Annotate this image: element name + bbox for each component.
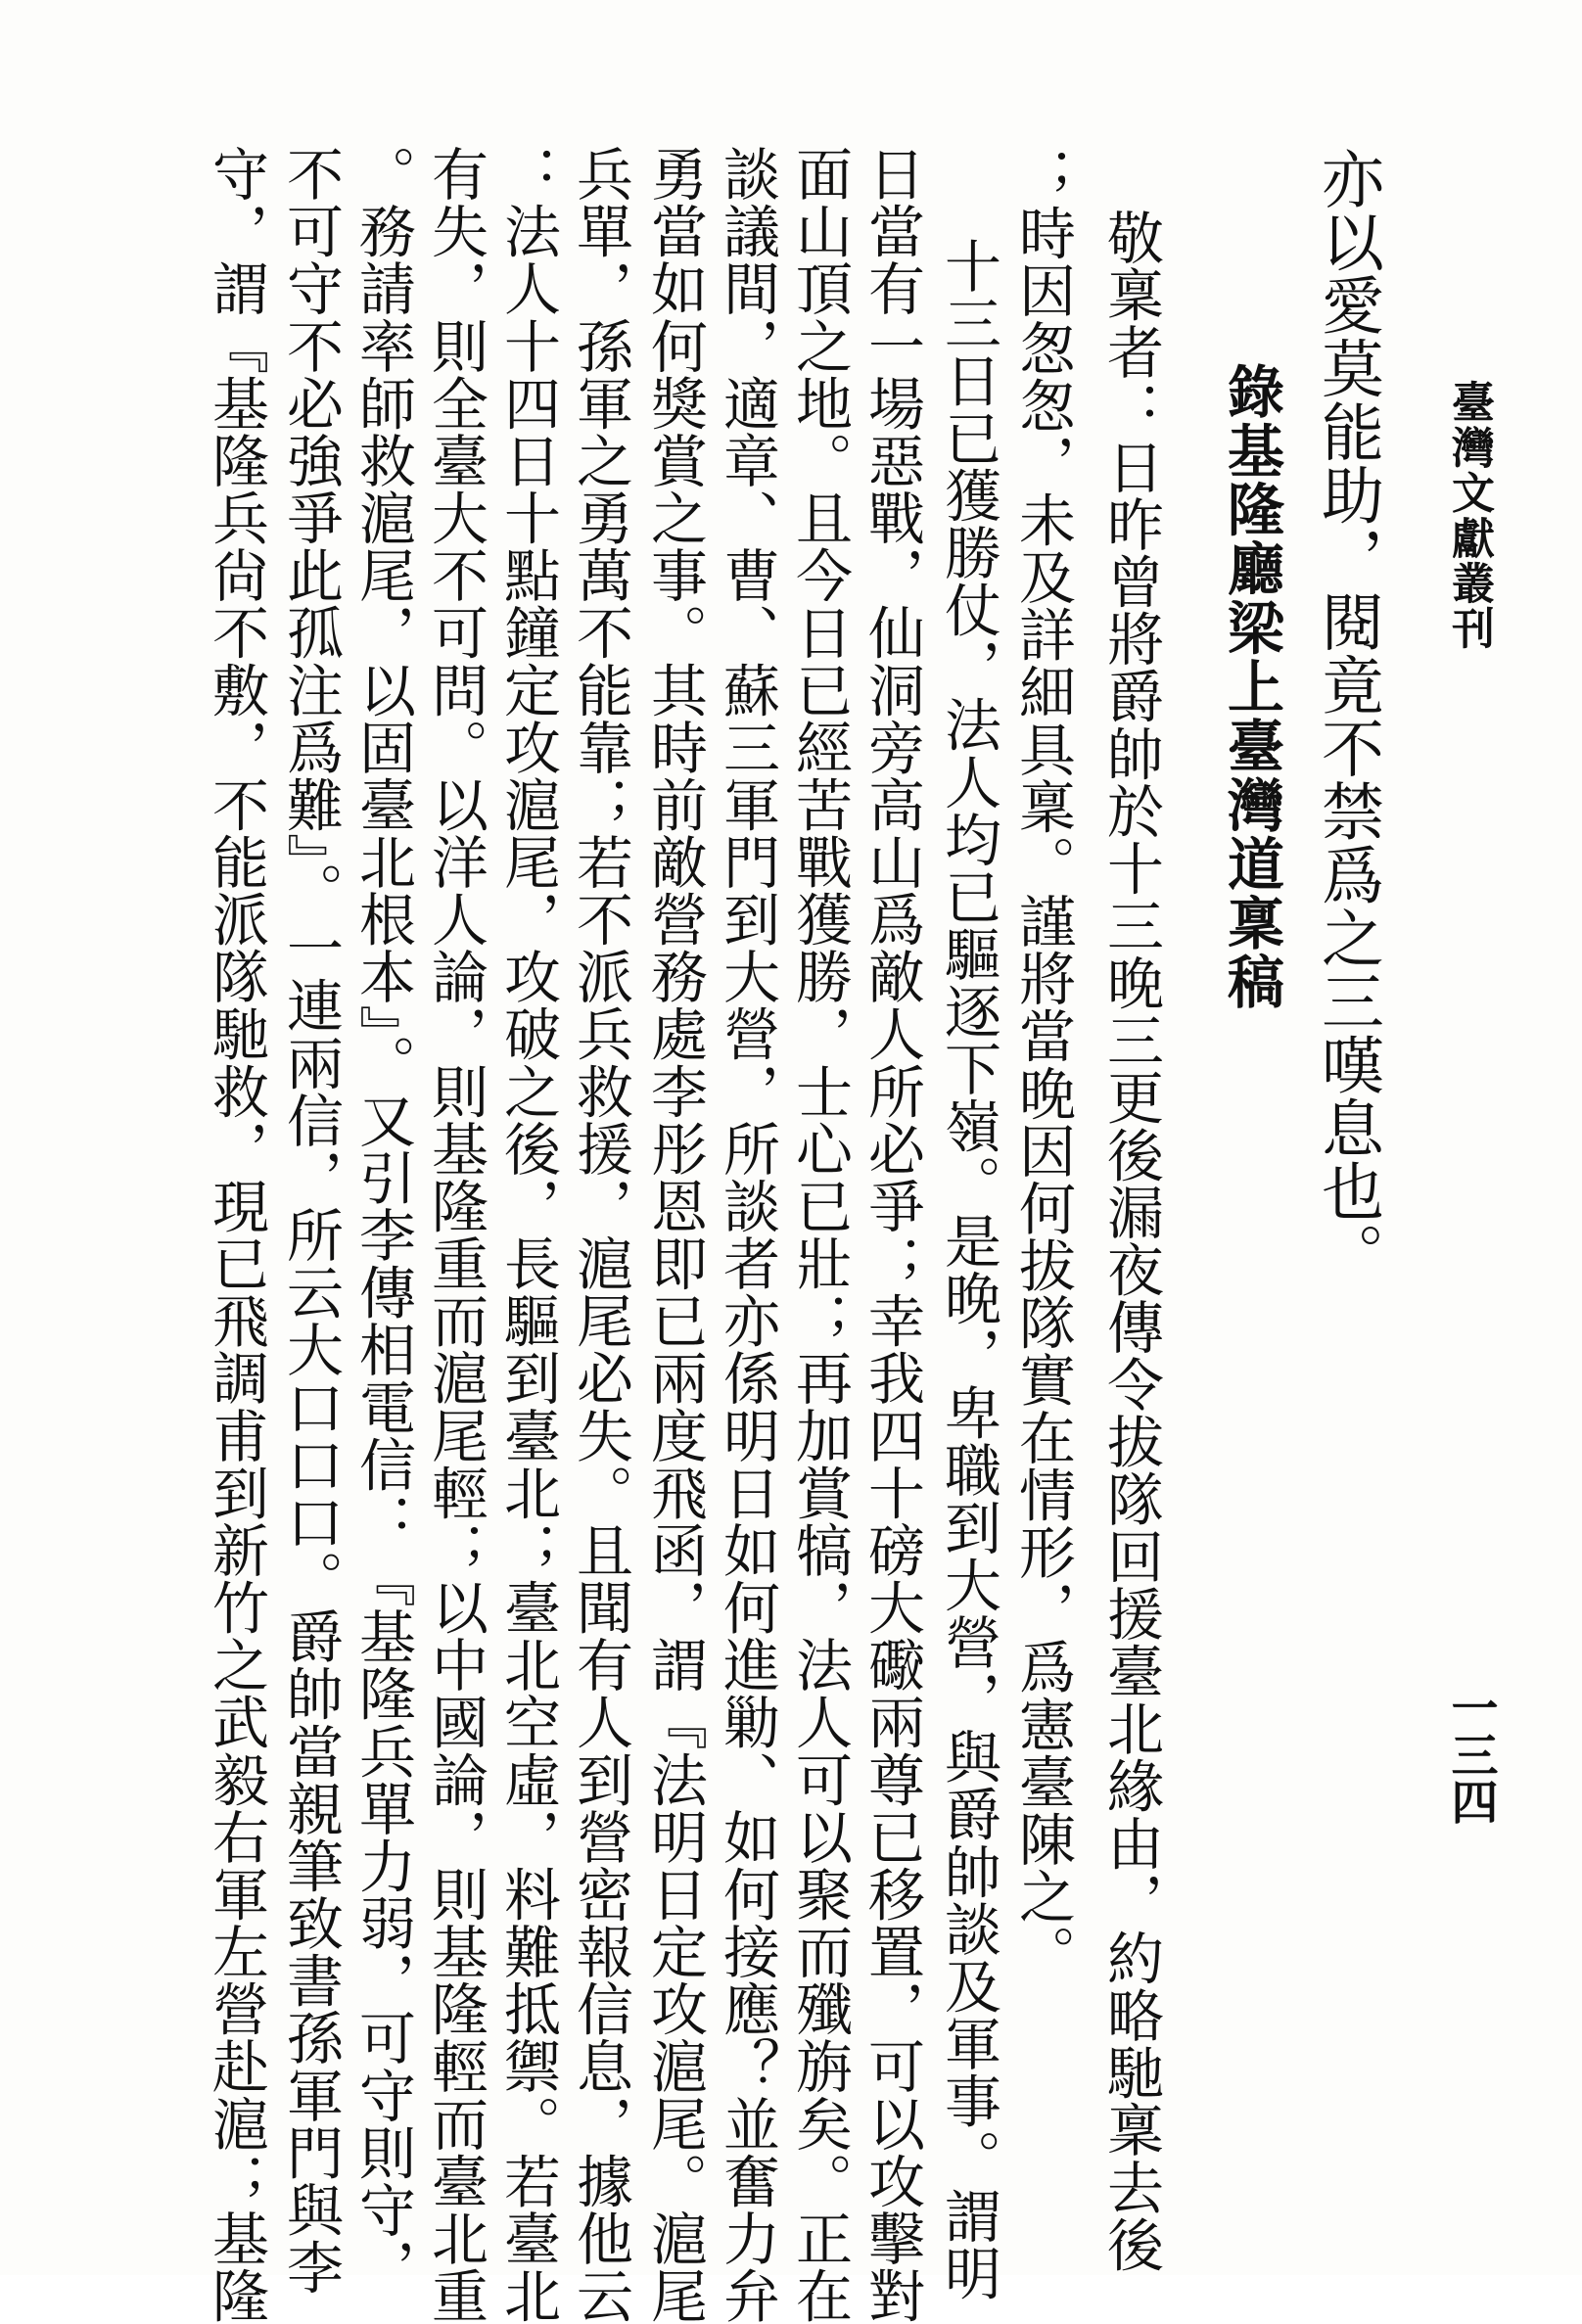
text-column-10: ：法人十四日十點鐘定攻滬尾，攻破之後，長驅到臺北；臺北空虛，料難抵禦。若臺北 <box>494 145 561 2324</box>
text-column-8: 勇當如何獎賞之事。其時前敵營務處李彤恩即已兩度飛函，謂『法明日定攻滬尾。滬尾 <box>641 145 708 2324</box>
text-column-9: 兵單，孫軍之勇萬不能靠；若不派兵救援，滬尾必失。且聞有人到營密報信息，據他云 <box>567 145 633 2324</box>
text-column-4: 十三日已獲勝仗，法人均已驅逐下嶺。是晚，卑職到大營，與爵帥談及軍事。謂明 <box>935 237 1001 2301</box>
text-column-7: 談議間，適章、曹、蘇三軍門到大營，所談者亦係明日如何進勦、如何接應？並奮力弁 <box>714 145 780 2324</box>
text-column-11: 有失，則全臺大不可問。以洋人論，則基隆重而滬尾輕；以中國論，則基隆輕而臺北重 <box>422 145 489 2324</box>
text-column-2: 敬稟者：日昨曾將爵帥於十三晚三更後漏夜傳令拔隊回援臺北緣由，約略馳稟去後 <box>1097 209 1164 2273</box>
text-column-1: 亦以愛莫能助，閱竟不禁爲之三嘆息也。 <box>1311 147 1383 1286</box>
text-column-14: 守，謂『基隆兵尙不敷，不能派隊馳救，現已飛調甫到新竹之武毅右軍左營赴滬；基隆 <box>203 145 269 2324</box>
text-column-13: 不可守不必強爭此孤注爲難』。一連兩信，所云大口口口。爵帥當親筆致書孫軍門與李 <box>277 145 344 2297</box>
page-number: 一三四 <box>1443 1684 1498 1825</box>
text-column-5: 日當有一場惡戰，仙洞旁高山爲敵人所必爭；幸我四十磅大礮兩尊已移置，可以攻擊對 <box>859 145 925 2324</box>
text-column-12: 。務請率師救滬尾，以固臺北根本』。又引李傳相電信：『基隆兵單力弱，可守則守， <box>349 145 416 2297</box>
running-head: 臺灣文獻叢刊 <box>1444 380 1494 652</box>
text-column-3: ；時因怱怱，未及詳細具稟。謹將當晚因何拔隊實在情形，爲憲臺陳之。 <box>1009 147 1076 1982</box>
section-title: 錄基隆廳梁上臺灣道稟稿 <box>1218 362 1284 1012</box>
text-column-6: 面山頂之地。且今日已經苦戰獲勝，士心已壯；再加賞犒，法人可以聚而殲旃矣。正在 <box>786 145 853 2324</box>
